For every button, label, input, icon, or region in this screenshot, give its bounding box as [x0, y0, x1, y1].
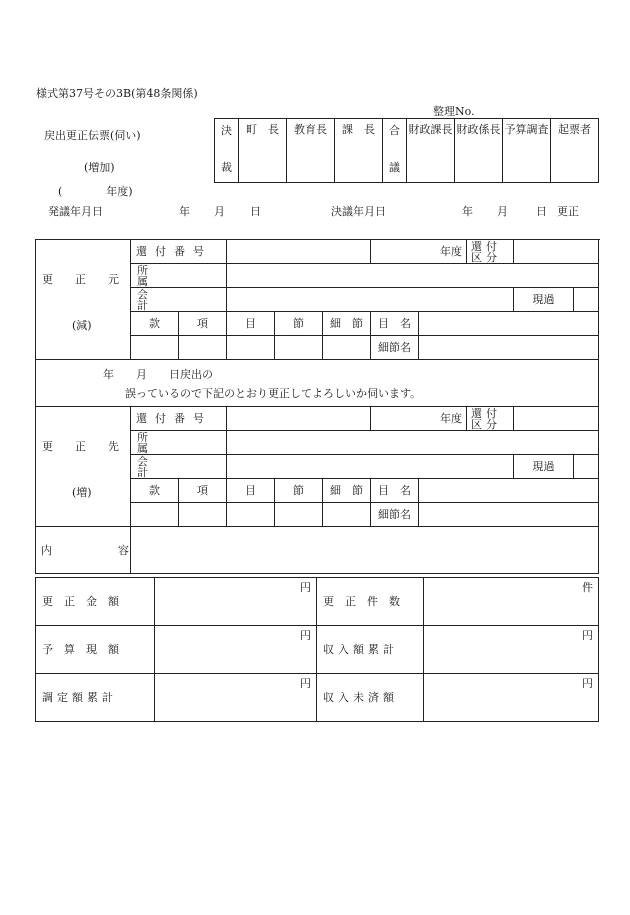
summary-table — [35, 577, 599, 722]
moto-saisetsu-label-cell — [323, 312, 371, 336]
yosan-gengaku-unit: 円 — [300, 629, 311, 642]
saki-saisetsu-value[interactable] — [323, 503, 371, 527]
chotei-ruikei-label-cell — [36, 674, 155, 722]
saki-mokumei-label-cell — [371, 479, 419, 503]
saki-genka-label: 現過 — [532, 460, 555, 473]
moto-ko-label: 項 — [197, 317, 208, 330]
hatsugi-label: 発議年月日 — [48, 205, 103, 218]
saki-kanpu-kubun-label-cell — [467, 407, 514, 431]
moto-genka-cell — [514, 288, 574, 312]
chotei-ruikei-value[interactable] — [155, 674, 317, 722]
chotei-ruikei-label: 調定額累計 — [42, 691, 117, 704]
yosan-gengaku-label: 予 算 現 額 — [42, 643, 119, 656]
zaisei-kakaricho-label: 財政係長 — [456, 123, 501, 136]
naiyo-value[interactable] — [131, 527, 599, 574]
kessai-cell — [215, 119, 239, 183]
saki-kanpu-bango-value[interactable] — [227, 407, 371, 431]
kosei-kensu-value[interactable] — [424, 578, 599, 626]
saki-saisetsumei-value[interactable] — [419, 503, 599, 527]
yosan-gengaku-label-cell — [36, 626, 155, 674]
moto-moku-value[interactable] — [227, 336, 275, 360]
saki-moku-value[interactable] — [227, 503, 275, 527]
saki-section-cell — [36, 407, 131, 527]
moto-kanpu-kubun-label: 還付区分 — [471, 239, 502, 264]
kessai-bottom: 裁 — [221, 161, 232, 174]
moto-kanpu-bango-value[interactable] — [227, 240, 371, 264]
moto-kanpu-bango-label-cell — [131, 240, 227, 264]
moto-kaikei-label: 会計 — [137, 287, 204, 312]
moto-saisetsumei-label-cell — [371, 336, 419, 360]
moto-nendo-label: 年度 — [440, 245, 463, 258]
saki-ko-label-cell — [179, 479, 227, 503]
saki-kanpu-kubun-label: 還付区分 — [471, 406, 502, 431]
shunyu-misai-unit: 円 — [582, 677, 593, 690]
yosan-gengaku-value[interactable] — [155, 626, 317, 674]
saki-kan-label-cell — [131, 479, 179, 503]
saki-genka-cell — [514, 455, 574, 479]
saki-shozoku-label-cell — [131, 431, 227, 455]
saki-saisetsu-label-cell — [323, 479, 371, 503]
moto-kaikei-label-cell — [131, 288, 227, 312]
form-title: 戻出更正伝票(伺い) — [44, 129, 141, 142]
kyoikucho-cell[interactable] — [287, 119, 335, 183]
note-line1: 年 月 日戻出の — [103, 368, 213, 381]
moto-mokumei-label-cell — [371, 312, 419, 336]
moto-saisetsumei-label: 細節名 — [378, 341, 412, 354]
kacho-label: 課 長 — [342, 123, 375, 136]
moto-kanpu-kubun-value[interactable] — [514, 240, 599, 264]
kyoikucho-label: 教育長 — [294, 123, 327, 136]
moto-kaikei-value[interactable] — [227, 288, 514, 312]
saki-kaikei-label: 会計 — [137, 454, 204, 479]
ketsugi-month: 月 — [497, 205, 508, 218]
moto-ko-label-cell — [179, 312, 227, 336]
moto-shozoku-label-cell — [131, 264, 227, 288]
ketsugi-year: 年 — [462, 205, 473, 218]
saki-kan-value[interactable] — [131, 503, 179, 527]
kacho-cell[interactable] — [335, 119, 383, 183]
moto-saisetsu-label: 細 節 — [330, 317, 363, 330]
shunyu-ruikei-unit: 円 — [582, 629, 593, 642]
saki-kaikei-value[interactable] — [227, 455, 514, 479]
moto-setsu-label-cell — [275, 312, 323, 336]
saki-saisetsumei-label: 細節名 — [378, 508, 412, 521]
zoka-label: (増加) — [84, 161, 115, 174]
saki-shozoku-label: 所属 — [137, 430, 204, 455]
shunyu-ruikei-value[interactable] — [424, 626, 599, 674]
shunyu-ruikei-label-cell — [317, 626, 424, 674]
saki-label: 更 正 先 — [42, 440, 119, 453]
saki-nendo-label: 年度 — [440, 412, 463, 425]
kihyosha-label: 起票者 — [558, 123, 591, 136]
hatsugi-day: 日 — [250, 205, 261, 218]
shunyu-misai-label-cell — [317, 674, 424, 722]
hatsugi-month: 月 — [214, 205, 225, 218]
saki-ko-value[interactable] — [179, 503, 227, 527]
moto-kan-value[interactable] — [131, 336, 179, 360]
saki-shozoku-value[interactable] — [227, 431, 599, 455]
moto-kan-label: 款 — [149, 317, 160, 330]
ketsugi-day: 日 — [536, 205, 547, 218]
kosei-kensu-label-cell — [317, 578, 424, 626]
moto-mokumei-value[interactable] — [419, 312, 599, 336]
moto-saisetsu-value[interactable] — [323, 336, 371, 360]
cho-label: 町 長 — [246, 123, 279, 136]
saki-genka-value[interactable] — [574, 455, 599, 479]
aigi-bottom: 議 — [389, 161, 400, 174]
zaisei-kacho-label: 財政課長 — [408, 123, 453, 136]
kessai-top: 決 — [221, 124, 232, 137]
kosei-kensu-label: 更 正 件 数 — [323, 595, 400, 608]
moto-shozoku-label: 所属 — [137, 263, 204, 288]
moto-kanpu-kubun-label-cell — [467, 240, 514, 264]
kosei-kingaku-label: 更 正 金 額 — [42, 595, 119, 608]
zo-label: (増) — [72, 486, 92, 499]
moto-setsu-label: 節 — [293, 317, 304, 330]
kihyosha-cell[interactable] — [551, 119, 599, 183]
yosan-chosa-cell[interactable] — [503, 119, 551, 183]
saki-mokumei-label: 目 名 — [378, 484, 412, 497]
approval-table — [214, 118, 599, 183]
kosei-kingaku-value[interactable] — [155, 578, 317, 626]
saki-setsu-label-cell — [275, 479, 323, 503]
moto-genka-value[interactable] — [574, 288, 599, 312]
aigi-cell — [383, 119, 407, 183]
moto-kan-label-cell — [131, 312, 179, 336]
moto-kanpu-bango-label: 還付番号 — [136, 245, 212, 258]
cho-cell[interactable] — [239, 119, 287, 183]
moto-setsu-value[interactable] — [275, 336, 323, 360]
saki-ko-label: 項 — [197, 484, 208, 497]
hatsugi-year: 年 — [179, 205, 190, 218]
form-code: 様式第37号その3B(第48条関係) — [36, 87, 198, 100]
moto-saisetsumei-value[interactable] — [419, 336, 599, 360]
moto-moku-label-cell — [227, 312, 275, 336]
moto-mokumei-label: 目 名 — [378, 317, 412, 330]
yosan-chosa-label: 予算調査 — [504, 123, 549, 136]
kosei-label: 更正 — [557, 205, 579, 218]
kosei-kingaku-label-cell — [36, 578, 155, 626]
saki-moku-label: 目 — [245, 484, 256, 497]
saki-kanpu-bango-label-cell — [131, 407, 227, 431]
saki-saisetsumei-label-cell — [371, 503, 419, 527]
gen-label: (減) — [72, 319, 92, 332]
shunyu-ruikei-label: 収入額累計 — [323, 643, 398, 656]
naiyo-label: 内 容 — [41, 543, 129, 557]
saki-setsu-label: 節 — [293, 484, 304, 497]
saki-moku-label-cell — [227, 479, 275, 503]
saki-nendo-cell[interactable] — [371, 407, 467, 431]
saki-saisetsu-label: 細 節 — [330, 484, 363, 497]
note-cell — [36, 360, 599, 407]
moto-genka-label: 現過 — [532, 293, 555, 306]
moto-shozoku-value[interactable] — [227, 264, 599, 288]
moto-moku-label: 目 — [245, 317, 256, 330]
saki-kanpu-kubun-value[interactable] — [514, 407, 599, 431]
shunyu-misai-value[interactable] — [424, 674, 599, 722]
saki-kanpu-bango-label: 還付番号 — [136, 412, 212, 425]
aigi-top: 合 — [389, 124, 400, 137]
main-table — [35, 239, 599, 574]
moto-nendo-cell[interactable] — [371, 240, 467, 264]
ketsugi-label: 決議年月日 — [331, 205, 386, 218]
zaisei-kakaricho-cell[interactable] — [455, 119, 503, 183]
chotei-ruikei-unit: 円 — [300, 677, 311, 690]
moto-ko-value[interactable] — [179, 336, 227, 360]
moto-label: 更 正 元 — [42, 273, 119, 286]
saki-setsu-value[interactable] — [275, 503, 323, 527]
kosei-kensu-unit: 件 — [582, 581, 593, 594]
zaisei-kacho-cell[interactable] — [407, 119, 455, 183]
nendo-paren-label: ( 年度) — [58, 185, 133, 198]
saki-kaikei-label-cell — [131, 455, 227, 479]
saki-mokumei-value[interactable] — [419, 479, 599, 503]
seiri-no-label: 整理No. — [433, 105, 475, 118]
kosei-kingaku-unit: 円 — [300, 581, 311, 594]
moto-section-cell — [36, 240, 131, 360]
saki-kan-label: 款 — [149, 484, 160, 497]
shunyu-misai-label: 収入未済額 — [323, 691, 398, 704]
note-line2: 誤っているので下記のとおり更正してよろしいか伺います。 — [125, 387, 422, 400]
naiyo-label-cell — [36, 527, 131, 574]
